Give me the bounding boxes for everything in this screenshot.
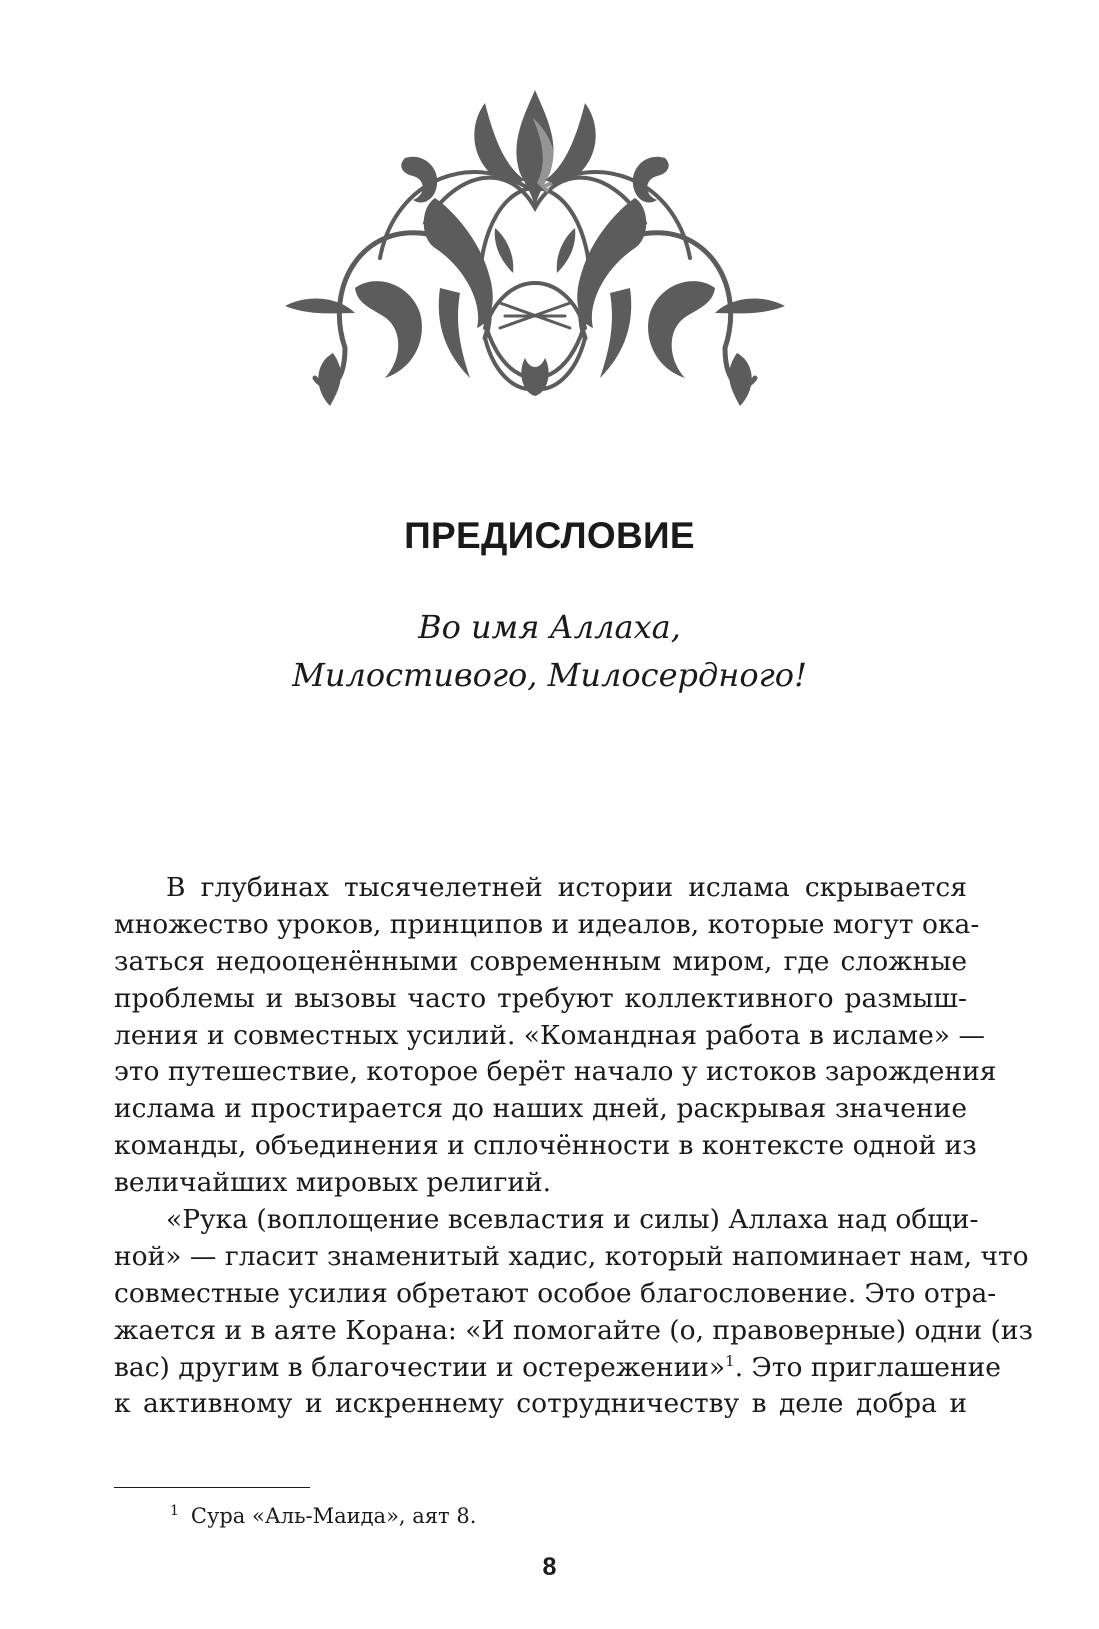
epigraph: [0, 603, 1099, 699]
epigraph-line: Милостивого, Милосердного!: [292, 656, 807, 694]
footnote-reference[interactable]: 1: [725, 1351, 735, 1370]
footnote-divider: [114, 1487, 310, 1488]
epigraph-line: Во имя Аллаха,: [418, 608, 681, 646]
text-line: команды, объединения и сплочённости в контексте одной из: [114, 1130, 977, 1162]
body-text: [114, 870, 1033, 1423]
text-line: жается и в аяте Корана: «И помогайте (о, правоверные) одни (из: [114, 1314, 1033, 1346]
text-line-segment: вас) другим в благочестии и остережении»: [114, 1351, 726, 1383]
text-line: проблемы и вызовы часто требуют коллективного размыш-: [114, 982, 967, 1014]
text-line: В глубинах тысячелетней истории ислама скрывается: [166, 872, 967, 903]
text-line: величайших мировых религий.: [114, 1167, 552, 1199]
text-line: ления и совместных усилий. «Командная работа в исламе» —: [114, 1019, 985, 1051]
text-line: совместные усилия обретают особое благословение. Это отра-: [114, 1277, 997, 1309]
footnote-text: Сура «Аль-Маида», аят 8.: [190, 1504, 477, 1528]
chapter-title: ПРЕДИСЛОВИЕ: [404, 515, 695, 556]
text-line: это путешествие, которое берёт начало у истоков зарождения: [114, 1056, 997, 1088]
text-line-with-footnote: [114, 1350, 1001, 1387]
text-line: множество уроков, принципов и идеалов, которые могут ока-: [114, 908, 980, 940]
page-number: 8: [542, 1553, 557, 1581]
text-line: ислама и простирается до наших дней, раскрывая значение: [114, 1093, 967, 1125]
text-line: заться недооценёнными современным миром, где сложные: [114, 945, 967, 977]
footnote: [170, 1496, 476, 1531]
text-line: к активному и искреннему сотрудничеству в деле добра и: [114, 1388, 967, 1420]
arabesque-ornament-icon: [285, 88, 785, 413]
text-line: «Рука (воплощение всевластия и силы) Аллаха над общи-: [166, 1204, 979, 1236]
footnote-mark: 1: [170, 1503, 179, 1519]
text-line: ной» — гласит знаменитый хадис, который напоминает нам, что: [114, 1240, 1029, 1272]
text-line-segment: . Это приглашение: [734, 1351, 1001, 1383]
